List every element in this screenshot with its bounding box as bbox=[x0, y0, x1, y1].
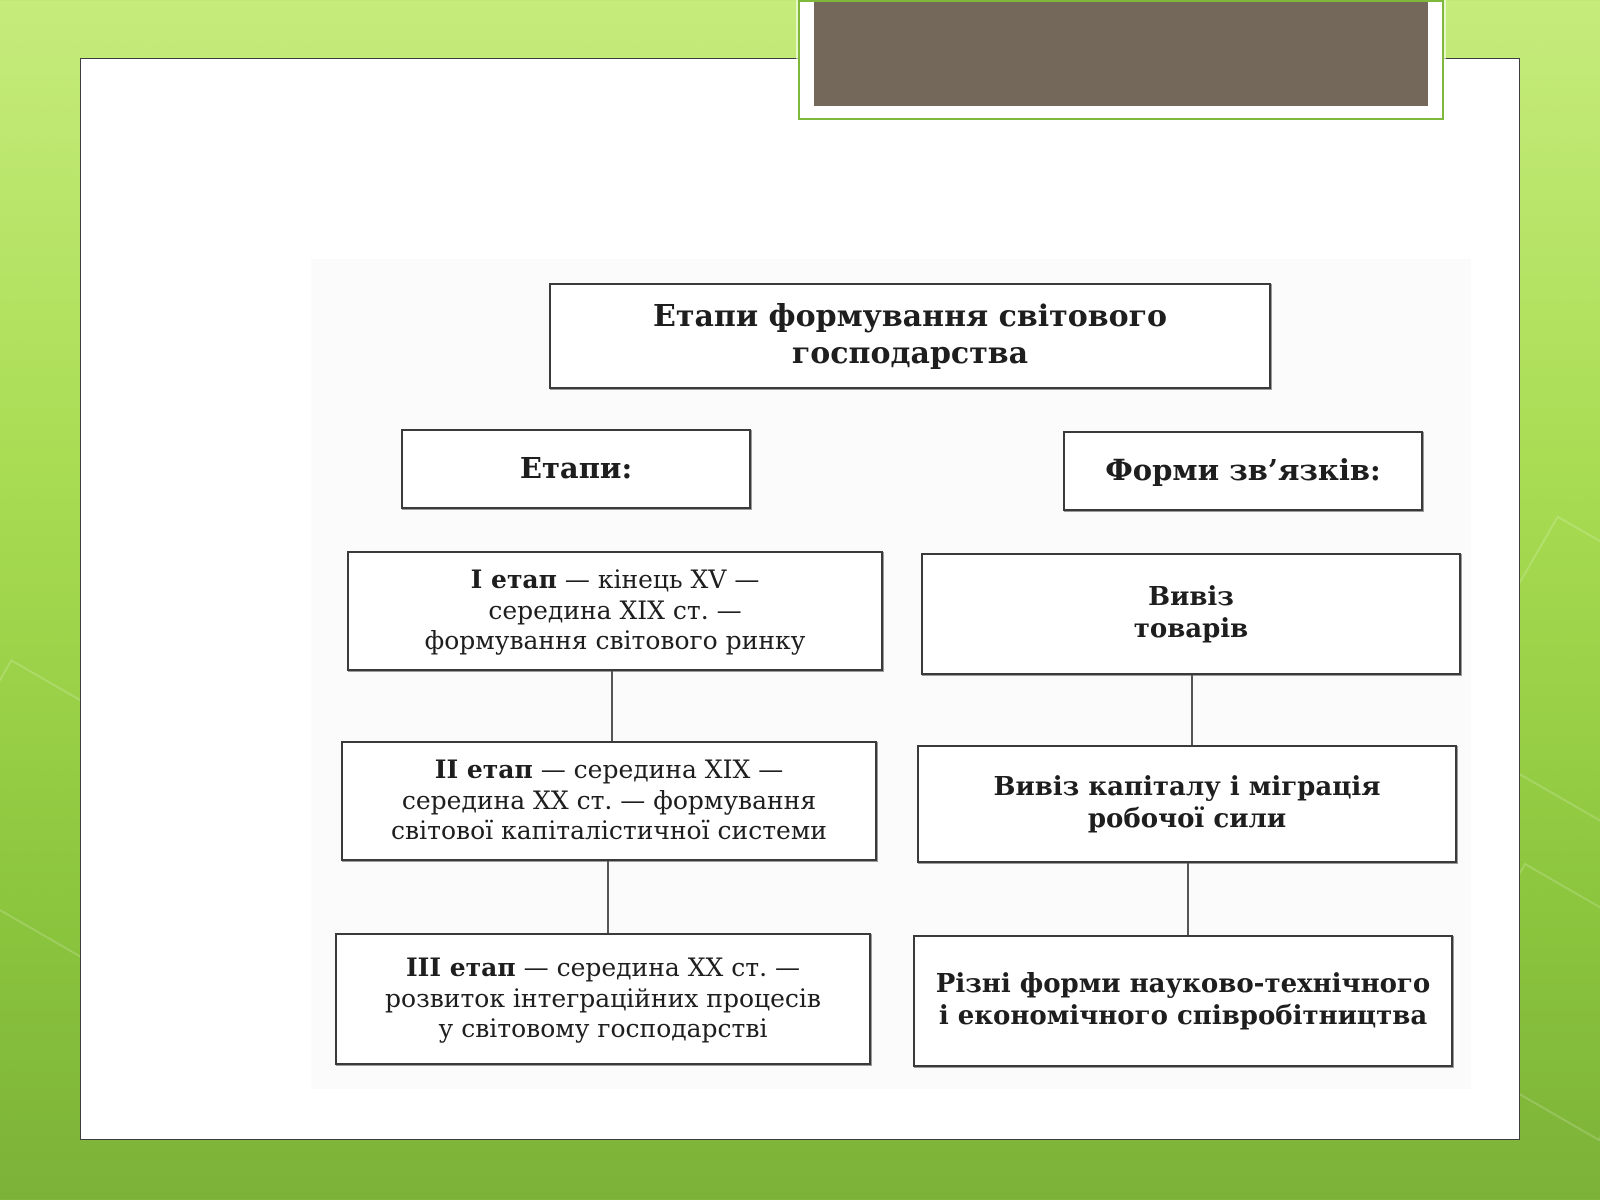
stage-2-text: — середина XIX — середина XX ст. — формування світової капіталістичної системи bbox=[391, 755, 827, 846]
stage-3-lead: ІІІ етап bbox=[405, 953, 516, 983]
stage-connector bbox=[611, 671, 613, 741]
stages-header-box bbox=[401, 429, 751, 509]
stage-1-text: — кінець XV — середина XIX ст. — формування світового ринку bbox=[424, 565, 806, 656]
form-2-text: Вивіз капіталу і міграція робочої сили bbox=[993, 772, 1381, 834]
form-1-text: Вивіз товарів bbox=[1133, 582, 1249, 644]
form-3-box bbox=[913, 935, 1453, 1067]
stage-connector bbox=[607, 861, 609, 933]
title-placeholder-fill bbox=[814, 2, 1428, 106]
forms-header-box bbox=[1063, 431, 1423, 511]
diagram-title: Етапи формування світового господарства bbox=[652, 299, 1167, 371]
stage-3-text: — середина XX ст. — розвиток інтеграційних процесів у світовому господарстві bbox=[385, 953, 821, 1044]
form-2-box bbox=[917, 745, 1457, 863]
diagram-title-box bbox=[549, 283, 1271, 389]
stages-header: Етапи: bbox=[519, 451, 633, 486]
stage-1-box bbox=[347, 551, 883, 671]
stages-diagram bbox=[311, 259, 1471, 1089]
stage-2-box bbox=[341, 741, 877, 861]
form-connector bbox=[1187, 863, 1189, 935]
form-connector bbox=[1191, 675, 1193, 745]
form-1-box bbox=[921, 553, 1461, 675]
stage-1-lead: І етап bbox=[470, 565, 557, 595]
form-3-text: Різні форми науково-технічного і економічного співробітництва bbox=[935, 969, 1431, 1031]
slide-canvas bbox=[80, 58, 1520, 1140]
title-placeholder bbox=[798, 0, 1444, 120]
forms-header: Форми зв’язків: bbox=[1105, 453, 1381, 488]
stage-2-lead: ІІ етап bbox=[434, 755, 533, 785]
stage-3-box bbox=[335, 933, 871, 1065]
